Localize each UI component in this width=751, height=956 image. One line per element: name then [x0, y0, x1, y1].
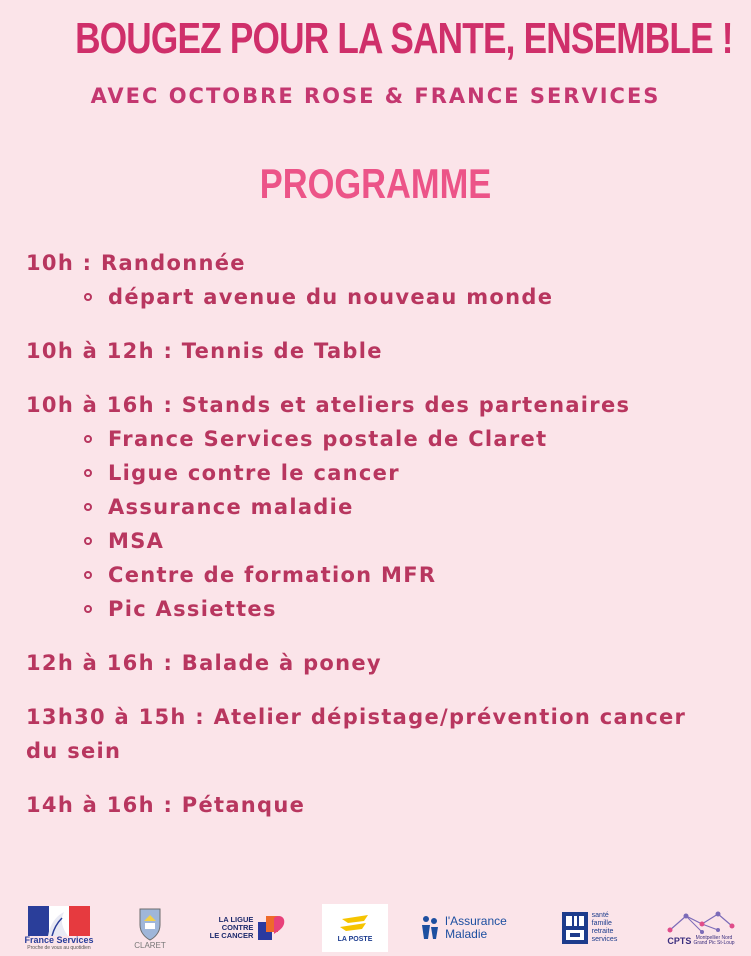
- claret-logo: [128, 904, 172, 952]
- program-subitem: [84, 422, 726, 456]
- msa-line1: santé: [591, 912, 609, 919]
- program-item-stands: [26, 388, 726, 626]
- program-item-tennis: [26, 334, 726, 368]
- program-item-heading: 14h à 16h : Pétanque: [26, 793, 306, 817]
- ligue-line1: LA LIGUE: [218, 915, 254, 924]
- program-subitem-label: MSA: [108, 529, 165, 553]
- program-item-poney: [26, 646, 726, 680]
- ligue-heart-icon: [256, 912, 288, 944]
- program-subitem-label: Ligue contre le cancer: [108, 461, 400, 485]
- program-item-petanque: [26, 788, 726, 822]
- program-item-depistage: [26, 700, 726, 768]
- msa-logo: [550, 904, 628, 952]
- cpts-subtext: [693, 936, 734, 947]
- program-subitem: [84, 592, 726, 626]
- program-subitem: [84, 456, 726, 490]
- program-list: [26, 246, 726, 842]
- assurance-maladie-logo: [412, 904, 512, 952]
- circle-bullet-icon: [84, 469, 92, 477]
- france-services-logo: [26, 904, 92, 952]
- program-item-heading: 10h à 16h : Stands et ateliers des partenaires: [26, 393, 631, 417]
- program-subitem-label: France Services postale de Claret: [108, 427, 548, 451]
- france-services-tagline: Proche de vous au quotidien: [27, 944, 91, 951]
- program-subitem: [84, 280, 726, 314]
- ligue-text: [210, 916, 254, 940]
- assurance-maladie-line1: l'Assurance: [445, 914, 507, 928]
- program-sub-list: [26, 280, 726, 314]
- program-item-randonnee: [26, 246, 726, 314]
- marianne-flag-icon: [28, 906, 90, 936]
- section-title: PROGRAMME: [259, 160, 492, 207]
- program-subitem-label: Assurance maladie: [108, 495, 354, 519]
- la-poste-name: LA POSTE: [337, 935, 373, 943]
- assurance-maladie-people-icon: [417, 913, 443, 943]
- circle-bullet-icon: [84, 503, 92, 511]
- program-item-heading: 10h : Randonnée: [26, 251, 246, 275]
- circle-bullet-icon: [84, 435, 92, 443]
- program-subitem: [84, 558, 726, 592]
- claret-name: CLARET: [134, 940, 166, 950]
- cpts-name: CPTS: [667, 935, 692, 946]
- assurance-maladie-text: [445, 915, 507, 941]
- cpts-line1: Montpellier Nord: [695, 934, 733, 941]
- program-item-heading: 10h à 12h : Tennis de Table: [26, 339, 383, 363]
- cpts-text: [667, 936, 734, 947]
- msa-line4: services: [591, 936, 618, 943]
- program-sub-list: [26, 422, 726, 626]
- cpts-network-icon: [666, 910, 736, 936]
- circle-bullet-icon: [84, 293, 92, 301]
- msa-line3: retraite: [591, 928, 614, 935]
- circle-bullet-icon: [84, 605, 92, 613]
- ligue-line2: CONTRE: [221, 923, 254, 932]
- circle-bullet-icon: [84, 571, 92, 579]
- msa-line2: famille: [591, 920, 612, 927]
- circle-bullet-icon: [84, 537, 92, 545]
- ligue-contre-le-cancer-logo: [206, 904, 292, 952]
- la-poste-bird-icon: [338, 913, 372, 935]
- program-item-heading: 13h30 à 15h : Atelier dépistage/prévention cancer du sein: [26, 705, 687, 763]
- france-services-name: France Services: [24, 934, 94, 945]
- program-item-heading: 12h à 16h : Balade à poney: [26, 651, 382, 675]
- assurance-maladie-line2: Maladie: [445, 927, 488, 941]
- program-subitem: [84, 524, 726, 558]
- subtitle: AVEC OCTOBRE ROSE & FRANCE SERVICES: [90, 84, 661, 108]
- cpts-line2: Grand Pic St-Loup: [693, 940, 735, 946]
- program-subitem-label: départ avenue du nouveau monde: [108, 285, 554, 309]
- la-poste-logo: [322, 904, 388, 952]
- partner-logos: [0, 896, 751, 956]
- claret-crest-icon: [136, 907, 164, 941]
- msa-icon: [561, 911, 589, 945]
- cpts-logo: [662, 904, 740, 952]
- program-subitem-label: Pic Assiettes: [108, 597, 277, 621]
- main-title: BOUGEZ POUR LA SANTE, ENSEMBLE !: [75, 14, 733, 63]
- msa-text: [592, 912, 618, 944]
- program-subitem-label: Centre de formation MFR: [108, 563, 437, 587]
- program-subitem: [84, 490, 726, 524]
- ligue-line3: LE CANCER: [209, 931, 254, 940]
